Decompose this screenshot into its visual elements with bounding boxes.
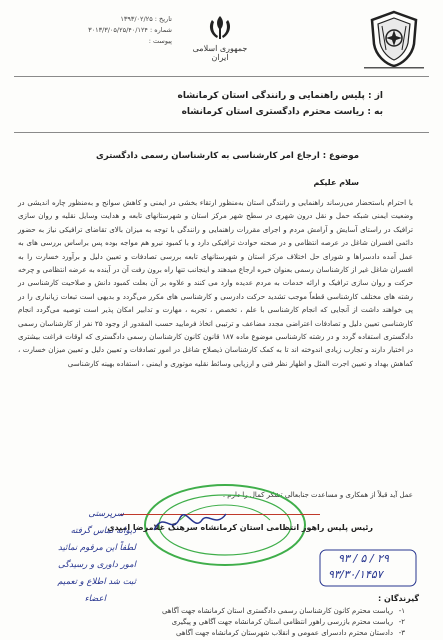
- to-line: به : ریاست محترم دادگستری استان کرمانشاه: [181, 107, 383, 117]
- letter-body: با احترام باستحضار می‌رساند راهنمایی و رانندگی استان به‌منظور ارتقاء بخشی در ایمنی و کاهش سوانح و به‌منظور چاره اندیشی در وضعیت ایمنی شبکه حمل و نقل درون شهری در سطح شهر مرکز استان و شهرستانهای تابعه و هدایت وسایل نقلیه و روان سازی ترافیک در راستای آسایش و آرامش مردم و اجرای مقررات راهنمایی و رانندگی با توجه به میزان بالای تقاضای ترافیکی نیاز به حضور دائمی افسران شاغل در عرصه انتظامی و در صحنه حوادث ترافیکی دارد و با کمبود نیرو هم مواجه بوده پس براساس بررسی های به عمل آمده دادسراها و شورای حل اختلاف مرکز استان و شهرستانهای تابعه بررسی تصادفات و تعیین دلیل و برآورد خسارت را به افسران شاغل غیر از کارشناسان رسمی بعنوان خبره ارجاع میدهند و اینجانب تنها راه برون رفت آن در آینده به عرضه انتظامی و چرخه حرکت و روان سازی ترافیک و ارائه خدمات به مردم عدیده وارد می کنند و علاوه بر آن بعلت کمبود دانش و صلاحیت کارشناسی در رشته های مختلف کارشناسی قطعاً موجب تشدید حرکت دادرسی و کارشناسی های مکرر می‌گردد و بدیهی است تبعات زیانباری را در پی خواهند داشت از آنجایی که انجام کارشناسی با علم ، تخصص ، تجربه ، مهارت و تدابیر امکان پذیر است توصیه می‌گردد انجام کارشناسی تعیین دلیل و تصادفات اعتراضی مجدد مضاعف و ترتیبی اتخاذ فرمایید حسب المقدور از وجود ۲۵ نفر از کارشناسان رسمی دادگستری استفاده گردد و در رشته کارشناسی موضوع ماده ۱۸۷ قانون کانون کارشناسان رسمی دادگستری که اوقات فراغت بیشتری در اختیار دارند و تجارب زیادی اندوخته اند تا به کمک کارشناسان ذیصلاح شاغل در امور تصادفات و تعیین دلیل و تعیین میزان خسارت ، کماهش بهداد و تعیین اجرت المثل و اظهار نظر فنی و ارزیابی وسائط نقلیه موتوری و ایمنی ، استفاده بهینه کارشناسی: [18, 198, 414, 368]
- police-logo-caption: [362, 66, 426, 72]
- cc-item: ۲-ریاست محترم بازرسی راهور انتظامی استان کرمانشاه جهت آگاهی و پیگیری: [171, 618, 405, 626]
- salutation: سلام علیکم: [313, 178, 359, 187]
- subject-line: موضوع : ارجاع امر کارشناسی به کارشناسان رسمی دادگستری: [96, 151, 359, 161]
- date-value: ۱۳۹۳/۰۲/۲۵: [120, 15, 153, 23]
- closing-line: عمل آید قبلاً از همکاری و مساعدت جنابعالی تشکر کمال را دارم .: [222, 491, 413, 499]
- registration-number: ۹۳/۳۰/۱۴۵۷: [328, 568, 383, 581]
- number-value: ۳۰۱۳/۳/۰۵/۲۵/۴۰/۱۲۴: [88, 26, 148, 34]
- from-line: از : پلیس راهنمایی و رانندگی استان کرمانشاه: [177, 91, 383, 101]
- number-label: شماره :: [150, 26, 172, 34]
- date-row: [52, 14, 172, 25]
- address-divider: [14, 132, 429, 133]
- date-label: تاریخ :: [154, 15, 172, 23]
- cc-title: گیرندگان :: [378, 594, 419, 603]
- handwritten-notes: [8, 506, 136, 636]
- cc-list: [162, 606, 419, 639]
- handwritten-note: امور داوری و رسیدگی: [57, 560, 136, 570]
- handwritten-note: دیوانه تماس گرفته: [70, 526, 136, 536]
- handwritten-note: ثبت شد اطلاع و تعمیم: [57, 577, 136, 587]
- handwritten-signature: [150, 500, 230, 540]
- letter-meta: [52, 14, 172, 47]
- handwritten-note: اعضاء: [84, 594, 106, 604]
- org-name: جمهوری اسلامی ایران: [192, 44, 248, 62]
- signature-line: رئیس پلیس راهور انتظامی استان کرمانشاه سرهنگ غلامرضا امیدی: [107, 523, 373, 532]
- registration-stamp: [318, 548, 418, 588]
- iran-emblem-icon: [202, 14, 238, 42]
- attachment-row: [52, 36, 172, 47]
- police-logo-icon: [368, 10, 420, 68]
- attachment-label: پیوست :: [148, 37, 172, 45]
- handwritten-note: لطفاً این مرقوم نمائید: [58, 543, 136, 553]
- header-divider: [14, 76, 429, 77]
- registration-date: ۹۳ / ۵ / ۲۹: [338, 552, 389, 565]
- cc-item: ۳-دادستان محترم دادسرای عمومی و انقلاب شهرستان کرمانشاه جهت آگاهی: [175, 629, 405, 637]
- number-row: [52, 25, 172, 36]
- cc-item: ۱-ریاست محترم کانون کارشناسان رسمی دادگستری استان کرمانشاه جهت آگاهی: [161, 607, 405, 615]
- handwritten-note: سرپرستی: [88, 509, 124, 519]
